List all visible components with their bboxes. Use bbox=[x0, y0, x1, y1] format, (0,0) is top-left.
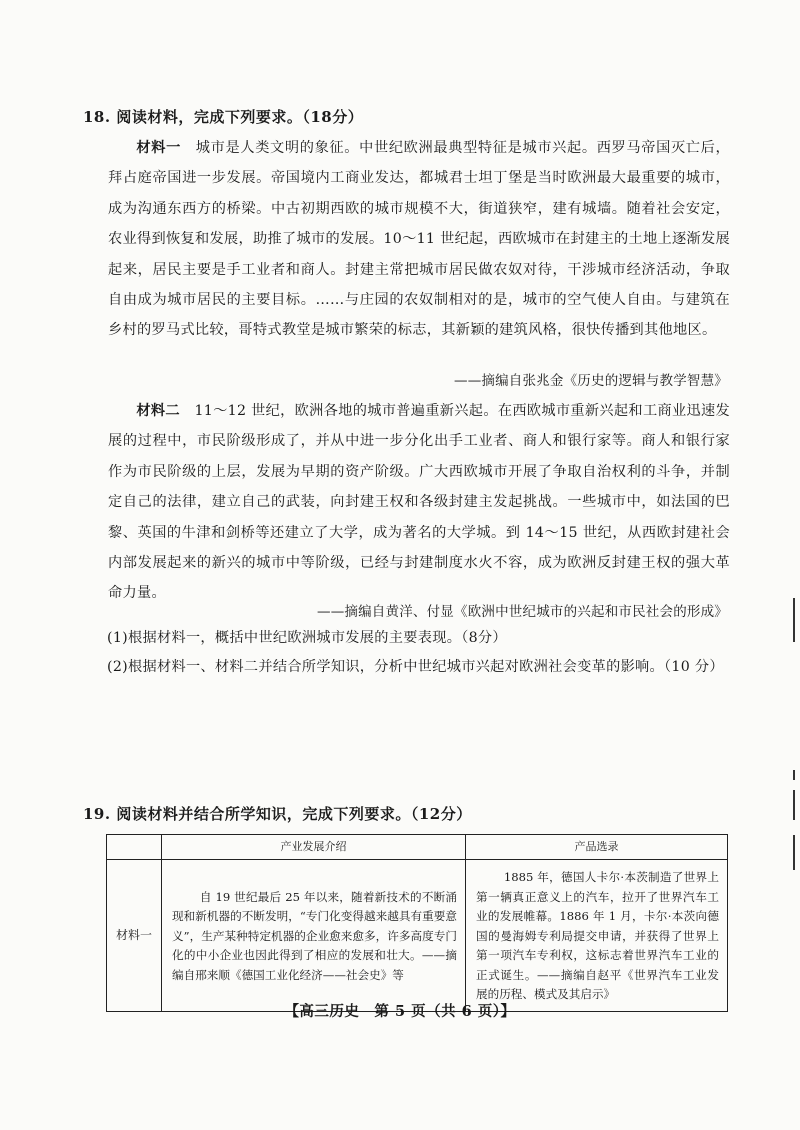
table-header-product: 产品选录 bbox=[466, 835, 728, 860]
material-table bbox=[106, 834, 728, 1012]
table-cell-product: 1885 年，德国人卡尔·本茨制造了世界上第一辆真正意义上的汽车，拉开了世界汽车工业的发展帷幕。1886 年 1 月，卡尔·本茨向德国的曼海姆专利局提交申请，并获得了世界上第一项汽车专利权，这标志着世界汽车工业的正式诞生。——摘编自赵平《世界汽车工业发展的历程、模式及其启示》 bbox=[466, 860, 728, 1012]
material-1-paragraph bbox=[108, 133, 730, 346]
table-header-blank bbox=[107, 835, 162, 860]
scan-edge-mark-3 bbox=[793, 790, 795, 820]
table-header-industry: 产业发展介绍 bbox=[162, 835, 466, 860]
question-18-title: 18. 阅读材料，完成下列要求。（18分） bbox=[83, 108, 364, 126]
table-cell-industry: 自 19 世纪最后 25 年以来，随着新技术的不断涌现和新机器的不断发明，“专门化变得越来越具有重要意义”，生产某种特定机器的企业愈来愈多，许多高度专门化的中小企业也因此得到了相应的发展和壮大。——摘编自邢来顺《德国工业化经济——社会史》等 bbox=[162, 860, 466, 1012]
scan-edge-mark-2 bbox=[793, 770, 795, 780]
material-2-text: 11～12 世纪，欧洲各地的城市普遍重新兴起。在西欧城市重新兴起和工商业迅速发展的过程中，市民阶级形成了，并从中进一步分化出手工业者、商人和银行家等。商人和银行家作为市民阶级的上层，发展为早期的资产阶级。广大西欧城市开展了争取自治权利的斗争，并制定自己的法律，建立自己的武装，向封建王权和各级封建主发起挑战。一些城市中，如法国的巴黎、英国的牛津和剑桥等还建立了大学，成为著名的大学城。到 14～15 世纪，从西欧封建社会内部发展起来的新兴的城市中等阶级，已经与封建制度水火不容，成为欧洲反封建王权的强大革命力量。 bbox=[108, 403, 730, 602]
question-18-part-1: (1)根据材料一，概括中世纪欧洲城市发展的主要表现。（8分） bbox=[107, 630, 507, 646]
material-2-paragraph bbox=[108, 396, 730, 609]
scan-edge-mark-1 bbox=[793, 598, 795, 642]
material-1-text: 城市是人类文明的象征。中世纪欧洲最典型特征是城市兴起。西罗马帝国灭亡后，拜占庭帝国进一步发展。帝国境内工商业发达，都城君士坦丁堡是当时欧洲最大最重要的城市，成为沟通东西方的桥梁。中古初期西欧的城市规模不大，街道狭窄，建有城墙。随着社会安定，农业得到恢复和发展，助推了城市的发展。10～11 世纪起，西欧城市在封建主的土地上逐渐发展起来，居民主要是手工业者和商人。封建主常把城市居民做农奴对待，干涉城市经济活动，争取自由成为城市居民的主要目标。……与庄园的农奴制相对的是，城市的空气使人自由。与建筑在乡村的罗马式比较，哥特式教堂是城市繁荣的标志，其新颖的建筑风格，很快传播到其他地区。 bbox=[108, 140, 730, 339]
material-2-label: 材料二 bbox=[136, 403, 180, 419]
table-row bbox=[107, 860, 728, 1012]
scan-edge-mark-4 bbox=[793, 835, 795, 870]
page-footer: 【高三历史 第 5 页（共 6 页）】 bbox=[284, 1003, 516, 1020]
table-row-label: 材料一 bbox=[107, 860, 162, 1012]
material-1-source: ——摘编自张兆金《历史的逻辑与教学智慧》 bbox=[454, 373, 728, 389]
material-2-source: ——摘编自黄洋、付显《欧洲中世纪城市的兴起和市民社会的形成》 bbox=[317, 604, 728, 620]
material-1-label: 材料一 bbox=[136, 140, 181, 156]
question-18-part-2: (2)根据材料一、材料二并结合所学知识，分析中世纪城市兴起对欧洲社会变革的影响。（10 分） bbox=[107, 659, 724, 675]
table-header-row bbox=[107, 835, 728, 860]
question-19-title: 19. 阅读材料并结合所学知识，完成下列要求。（12分） bbox=[83, 805, 472, 823]
